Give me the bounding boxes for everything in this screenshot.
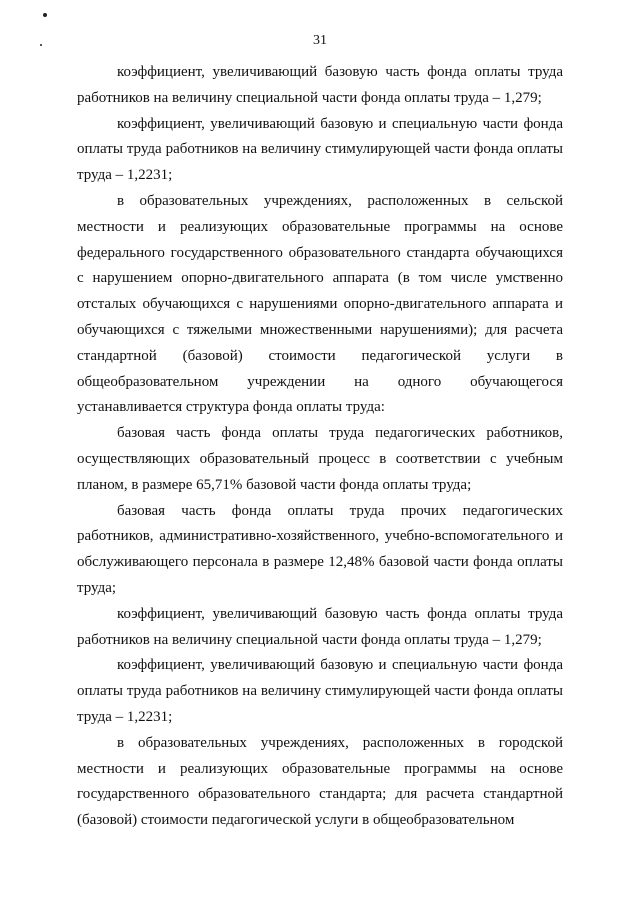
page-number: 31	[313, 33, 327, 48]
paragraph-8: в образовательных учреждениях, расположенных в городской местности и реализующих образовательные программы на основе государственного образовательного стандарта; для расчета стандартной (базовой) стоимости педагогической услуги в общеобразовательном	[77, 734, 563, 829]
scan-speck	[43, 13, 47, 17]
paragraph-6: коэффициент, увеличивающий базовую часть фонда оплаты труда работников на величину специальной части фонда оплаты труда – 1,279;	[77, 605, 563, 648]
paragraph-3: в образовательных учреждениях, расположенных в сельской местности и реализующих образовательные программы на основе федерального государственного образовательного стандарта обучающихся с нарушением опорно-двигательного аппарата (в том числе умственно отсталых обучающихся с нарушениями опорно-двигательного аппарата и обучающихся с тяжелыми множественными нарушениями); для расчета стандартной (базовой) стоимости педагогической услуги в общеобразовательном учреждении на одного обучающегося устанавливается структура фонда оплаты труда:	[77, 192, 563, 416]
paragraph-7: коэффициент, увеличивающий базовую и специальную части фонда оплаты труда работников на величину стимулирующей части фонда оплаты труда – 1,2231;	[77, 657, 563, 725]
paragraph-5: базовая часть фонда оплаты труда прочих педагогических работников, административно-хозяйственного, учебно-вспомогательного и обслуживающего персонала в размере 12,48% базовой части фонда оплаты труда;	[77, 502, 563, 596]
paragraph-4: базовая часть фонда оплаты труда педагогических работников, осуществляющих образовательный процесс в соответствии с учебным планом, в размере 65,71% базовой части фонда оплаты труда;	[77, 425, 563, 493]
document-body	[77, 60, 563, 834]
paragraph-1: коэффициент, увеличивающий базовую часть фонда оплаты труда работников на величину специальной части фонда оплаты труда – 1,279;	[77, 64, 563, 106]
paragraph-2: коэффициент, увеличивающий базовую и специальную части фонда оплаты труда работников на величину стимулирующей части фонда оплаты труда – 1,2231;	[77, 115, 563, 184]
